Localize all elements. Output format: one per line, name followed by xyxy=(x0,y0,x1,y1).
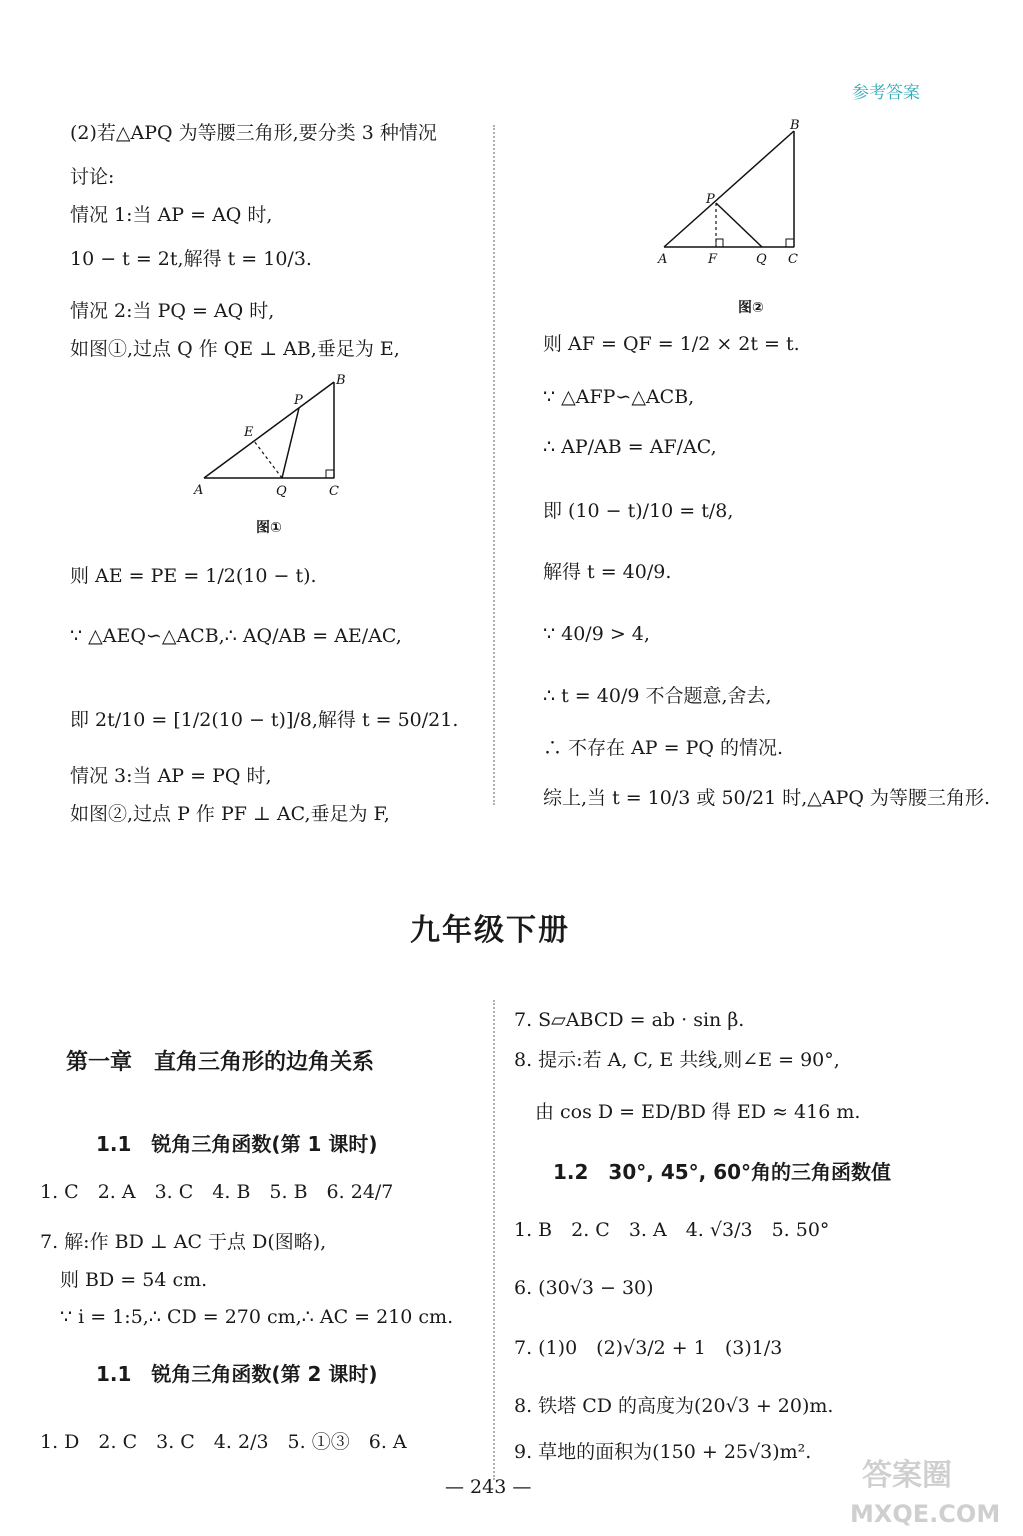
fig2-label-p: P xyxy=(706,192,715,207)
left-line-7: 则 AE = PE = 1/2(10 − t). xyxy=(70,565,317,587)
left-line-1: (2)若△APQ 为等腰三角形,要分类 3 种情况 xyxy=(70,122,437,144)
figure-2 xyxy=(650,115,820,275)
fig2-label-a: A xyxy=(658,252,668,267)
fig1-label-q: Q xyxy=(276,484,287,498)
watermark-logo: 答案圈 xyxy=(862,1458,952,1493)
section-1-1b-answers: 1. D 2. C 3. C 4. 2/3 5. ①③ 6. A xyxy=(40,1431,407,1453)
figure-1-caption: 图① xyxy=(256,520,282,536)
left-line-8: ∵ △AEQ∽△ACB,∴ AQ/AB = AE/AC, xyxy=(70,625,402,647)
section-1-1-q7c: ∵ i = 1:5,∴ CD = 270 cm,∴ AC = 210 cm. xyxy=(60,1306,454,1328)
left-line-9: 即 2t/10 = [1/2(10 − t)]/8,解得 t = 50/21. xyxy=(70,709,459,731)
left-line-5: 情况 2:当 PQ = AQ 时, xyxy=(70,300,275,322)
page-number: — 243 — xyxy=(445,1476,532,1498)
right-line-8: ∴ 不存在 AP = PQ 的情况. xyxy=(543,737,784,759)
section-1-2-title: 1.2 30°, 45°, 60°角的三角函数值 xyxy=(553,1160,892,1184)
fig2-label-b: B xyxy=(790,118,800,133)
left-line-3: 情况 1:当 AP = AQ 时, xyxy=(70,204,273,226)
section-1-2-q8: 8. 铁塔 CD 的高度为(20√3 + 20)m. xyxy=(514,1395,834,1417)
fig2-label-q: Q xyxy=(756,252,767,267)
fig1-label-e: E xyxy=(244,425,254,440)
right-line-3: ∴ AP/AB = AF/AC, xyxy=(543,436,717,458)
part-title: 九年级下册 xyxy=(410,913,570,948)
section-1-1b-title: 1.1 锐角三角函数(第 2 课时) xyxy=(96,1362,378,1386)
fig2-label-c: C xyxy=(788,252,798,267)
section-1-1b-q8a: 8. 提示:若 A, C, E 共线,则∠E = 90°, xyxy=(514,1049,840,1071)
left-line-6: 如图①,过点 Q 作 QE ⊥ AB,垂足为 E, xyxy=(70,338,400,360)
right-line-9: 综上,当 t = 10/3 或 50/21 时,△APQ 为等腰三角形. xyxy=(543,787,991,809)
section-1-1-q7a: 7. 解:作 BD ⊥ AC 于点 D(图略), xyxy=(40,1231,327,1253)
figure-1 xyxy=(190,368,360,498)
left-line-11: 如图②,过点 P 作 PF ⊥ AC,垂足为 F, xyxy=(70,803,390,825)
header-label: 参考答案 xyxy=(852,83,920,103)
right-line-5: 解得 t = 40/9. xyxy=(543,561,672,583)
chapter-title: 第一章 直角三角形的边角关系 xyxy=(66,1050,375,1075)
left-line-4: 10 − t = 2t,解得 t = 10/3. xyxy=(70,248,312,270)
figure-2-caption: 图② xyxy=(738,300,764,316)
right-line-6: ∵ 40/9 > 4, xyxy=(543,623,650,645)
column-divider-2 xyxy=(493,1000,495,1480)
right-line-1: 则 AF = QF = 1/2 × 2t = t. xyxy=(543,333,800,355)
section-1-2-q7: 7. (1)0 (2)√3/2 + 1 (3)1/3 xyxy=(514,1337,783,1359)
section-1-1-answers: 1. C 2. A 3. C 4. B 5. B 6. 24/7 xyxy=(40,1181,394,1203)
right-line-2: ∵ △AFP∽△ACB, xyxy=(543,386,695,408)
section-1-2-answers: 1. B 2. C 3. A 4. √3/3 5. 50° xyxy=(514,1219,830,1241)
fig1-label-a: A xyxy=(194,483,204,498)
left-line-2: 讨论: xyxy=(70,166,115,188)
section-1-2-q9: 9. 草地的面积为(150 + 25√3)m². xyxy=(514,1441,812,1463)
section-1-1-q7b: 则 BD = 54 cm. xyxy=(60,1269,208,1291)
section-1-2-q6: 6. (30√3 − 30) xyxy=(514,1277,654,1299)
section-1-1b-q8b: 由 cos D = ED/BD 得 ED ≈ 416 m. xyxy=(535,1101,861,1123)
right-line-4: 即 (10 − t)/10 = t/8, xyxy=(543,500,734,522)
section-1-1b-q7: 7. S▱ABCD = ab · sin β. xyxy=(514,1009,745,1031)
left-line-10: 情况 3:当 AP = PQ 时, xyxy=(70,765,272,787)
right-line-7: ∴ t = 40/9 不合题意,舍去, xyxy=(543,685,772,707)
fig1-label-b: B xyxy=(336,373,346,388)
fig2-label-f: F xyxy=(708,252,718,267)
fig1-label-c: C xyxy=(329,484,339,498)
section-1-1-title: 1.1 锐角三角函数(第 1 课时) xyxy=(96,1132,378,1156)
column-divider xyxy=(493,125,495,805)
watermark-url: MXQE.COM xyxy=(850,1500,1001,1528)
fig1-label-p: P xyxy=(294,393,303,408)
